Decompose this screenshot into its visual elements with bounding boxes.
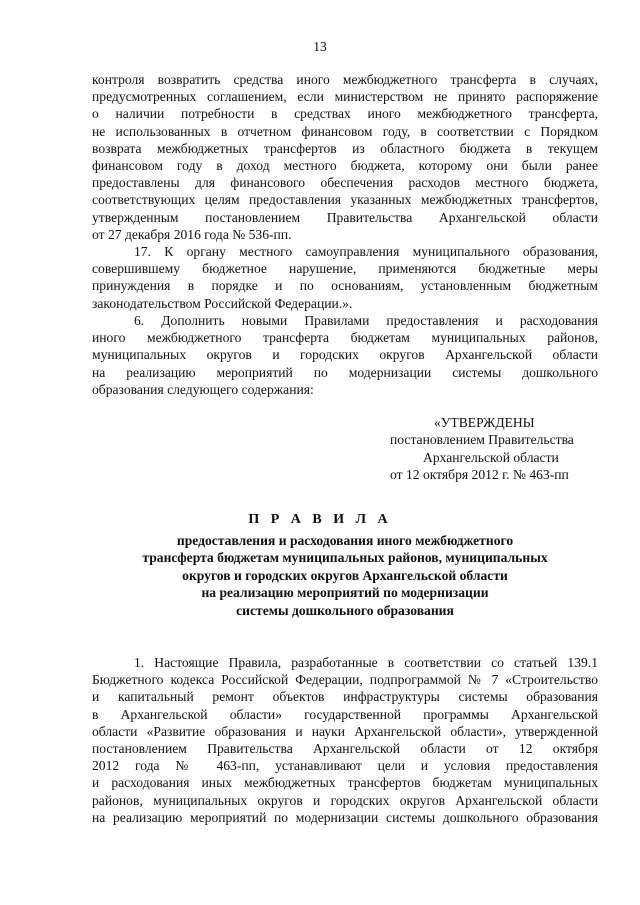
paragraph-1 — [92, 654, 598, 826]
text-line: муниципальных округов и городских округов Архангельской области — [92, 347, 598, 363]
text-line: 17. К органу местного самоуправления муниципального образования, — [134, 244, 598, 259]
text-line: о наличии потребности в средствах иного межбюджетного трансферта, — [92, 106, 598, 122]
intro-paragraph — [92, 71, 598, 243]
text-line: области «Развитие образования и науки Архангельской области», утвержденной — [92, 723, 598, 739]
text-line: от 27 декабря 2016 года № 536-пп. — [92, 226, 292, 242]
subtitle-line: на реализацию мероприятий по модернизации — [201, 585, 489, 601]
text-line: 6. Дополнить новыми Правилами предоставления и расходования — [134, 313, 598, 328]
text-line: Бюджетного кодекса Российской Федерации, подпрограммой № 7 «Строительство — [92, 672, 598, 688]
subtitle-line: предоставления и расходования иного межбюджетного — [176, 533, 514, 548]
rules-subtitle — [92, 532, 598, 619]
text-line: районов, муниципальных округов и городских округов Архангельской области — [92, 792, 598, 808]
text-line: предусмотренных соглашением, если министерством не принято распоряжение — [92, 89, 598, 105]
text-line: не использованных в отчетном финансовом году, в соответствии с Порядком — [92, 123, 598, 139]
text-line: образования следующего содержания: — [92, 381, 314, 397]
text-line: совершившему бюджетное нарушение, применяются бюджетные меры — [92, 261, 598, 277]
subtitle-line: трансферта бюджетам муниципальных районов, муниципальных — [142, 550, 548, 566]
text-line: на реализацию мероприятий по модернизации системы дошкольного образования — [92, 809, 598, 825]
paragraph-17 — [92, 243, 598, 312]
text-line: постановлением Правительства Архангельской области от 12 октября — [92, 740, 598, 756]
text-line: возврата межбюджетных трансфертов из областного бюджета в текущем — [92, 140, 598, 156]
text-line: законодательством Российской Федерации.». — [92, 295, 353, 311]
text-line: соответствующих целям предоставления указанных межбюджетных трансфертов, — [92, 192, 598, 208]
text-line: 1. Настоящие Правила, разработанные в соответствии со статьей 139.1 — [134, 655, 598, 670]
text-line: в Архангельской области» государственной программы Архангельской — [92, 706, 598, 722]
approval-line: Архангельской области — [423, 449, 559, 465]
text-line: финансовом году в доход местного бюджета, которому они были ранее — [92, 157, 598, 173]
rules-title: П Р А В И Л А — [248, 512, 392, 527]
approval-heading: «УТВЕРЖДЕНЫ — [434, 415, 535, 430]
text-line: утвержденным постановлением Правительства Архангельской области — [92, 209, 598, 225]
text-line: 2012 года № 463-пп, устанавливают цели и условия предоставления — [92, 758, 598, 774]
approval-block — [380, 414, 620, 484]
text-line: и капитальный ремонт объектов инфраструктуры системы образования — [92, 689, 598, 705]
approval-line: постановлением Правительства — [390, 432, 574, 448]
subtitle-line: округов и городских округов Архангельской области — [182, 567, 508, 583]
page-number: 13 — [313, 39, 327, 54]
text-line: принуждения в порядке и по основаниям, установленным бюджетным — [92, 278, 598, 294]
text-line: контроля возвратить средства иного межбюджетного трансферта в случаях, — [92, 72, 598, 87]
text-line: иного межбюджетного трансферта бюджетам муниципальных районов, — [92, 330, 598, 346]
text-line: предоставлены для финансового обеспечения расходов местного бюджета, — [92, 175, 598, 191]
text-line: и расходования иных межбюджетных трансфертов бюджетам муниципальных — [92, 775, 598, 791]
text-line: на реализацию мероприятий по модернизации системы дошкольного — [92, 364, 598, 380]
subtitle-line: системы дошкольного образования — [236, 602, 454, 618]
paragraph-6 — [92, 312, 598, 398]
approval-line: от 12 октября 2012 г. № 463-пп — [390, 467, 569, 483]
